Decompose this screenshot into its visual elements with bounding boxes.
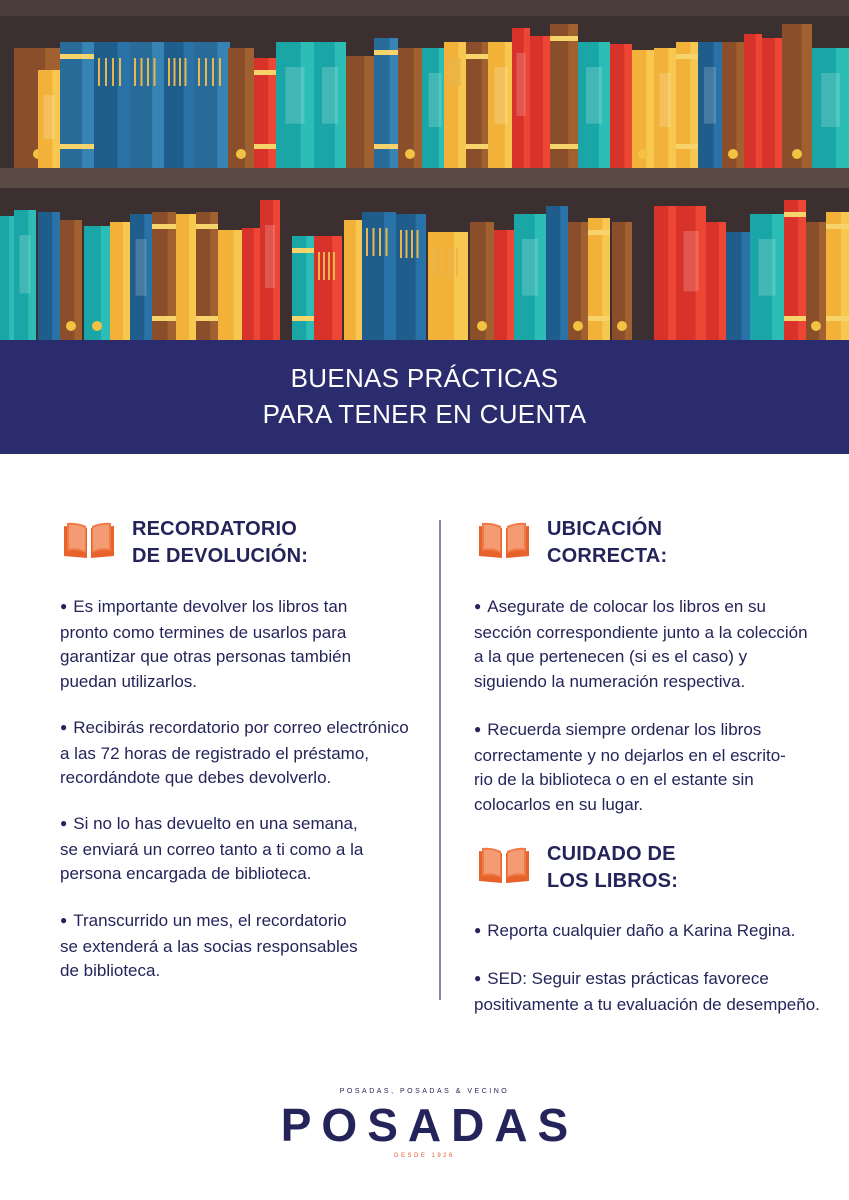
section-header-return-reminder [62, 516, 308, 570]
open-book-icon [62, 520, 116, 560]
logo-name: POSADAS [280, 1099, 579, 1151]
title-banner [0, 340, 849, 454]
open-book-icon [477, 520, 531, 560]
section-title-line-1: UBICACIÓN [547, 518, 663, 540]
bullet-icon: ● [60, 720, 68, 734]
section-title-line-2: DE DEVOLUCIÓN: [132, 545, 309, 567]
section-title-line-1: CUIDADO DE [547, 843, 676, 865]
list-item: ● SED: Seguir estas prácticas favorece positivamente a tu evaluación de desempeño. [474, 969, 820, 1014]
section-title [132, 516, 308, 570]
bullet-icon: ● [60, 599, 68, 613]
logo-since: DESDE 1926 [394, 1153, 455, 1159]
bullet-icon: ● [474, 971, 482, 985]
list-item: ● Es importante devolver los libros tan pronto como termines de usarlos para garantizar que otras personas también puedan utilizarlos. [60, 597, 352, 691]
section-title-line-1: RECORDATORIO [132, 518, 297, 540]
list-item: ● Reporta cualquier daño a Karina Regina. [474, 921, 796, 940]
list-item: ● Recuerda siempre ordenar los libros correctamente y no dejarlos en el escrito- rio de la biblioteca o en el estante sin colocarlos en su lugar. [474, 720, 786, 814]
bullet-icon: ● [474, 599, 482, 613]
banner-title-line-2: PARA TENER EN CUENTA [262, 399, 587, 429]
bullet-icon: ● [60, 816, 68, 830]
section-title-line-2: CORRECTA: [547, 545, 668, 567]
section-header-correct-location [477, 516, 667, 570]
column-divider [439, 520, 441, 1000]
section-title [547, 841, 678, 895]
logo-tagline: POSADAS, POSADAS & VECINO [339, 1088, 510, 1095]
list-item: ● Si no lo has devuelto en una semana, se enviará un correo tanto a ti como a la persona encargada de biblioteca. [60, 814, 364, 883]
list-item: ● Asegurate de colocar los libros en su sección correspondiente junto a la colección a la que pertenecen (si es el caso) y siguiendo la numeración respectiva. [474, 597, 808, 691]
bullet-icon: ● [60, 913, 68, 927]
banner-title-line-1: BUENAS PRÁCTICAS [290, 363, 559, 393]
list-item: ● Recibirás recordatorio por correo electrónico a las 72 horas de registrado el préstamo, recordándote que debes devolverlo. [60, 718, 409, 787]
bullet-icon: ● [474, 923, 482, 937]
bookshelf-illustration [0, 0, 849, 340]
shelf-top [0, 0, 849, 16]
section-header-book-care [477, 841, 678, 895]
open-book-icon [477, 845, 531, 885]
posadas-logo [0, 1088, 849, 1159]
section-title-line-2: LOS LIBROS: [547, 870, 679, 892]
shelf-board [0, 168, 849, 188]
bullet-icon: ● [474, 722, 482, 736]
section-title [547, 516, 667, 570]
list-item: ● Transcurrido un mes, el recordatorio se extenderá a las socias responsables de biblioteca. [60, 911, 358, 980]
